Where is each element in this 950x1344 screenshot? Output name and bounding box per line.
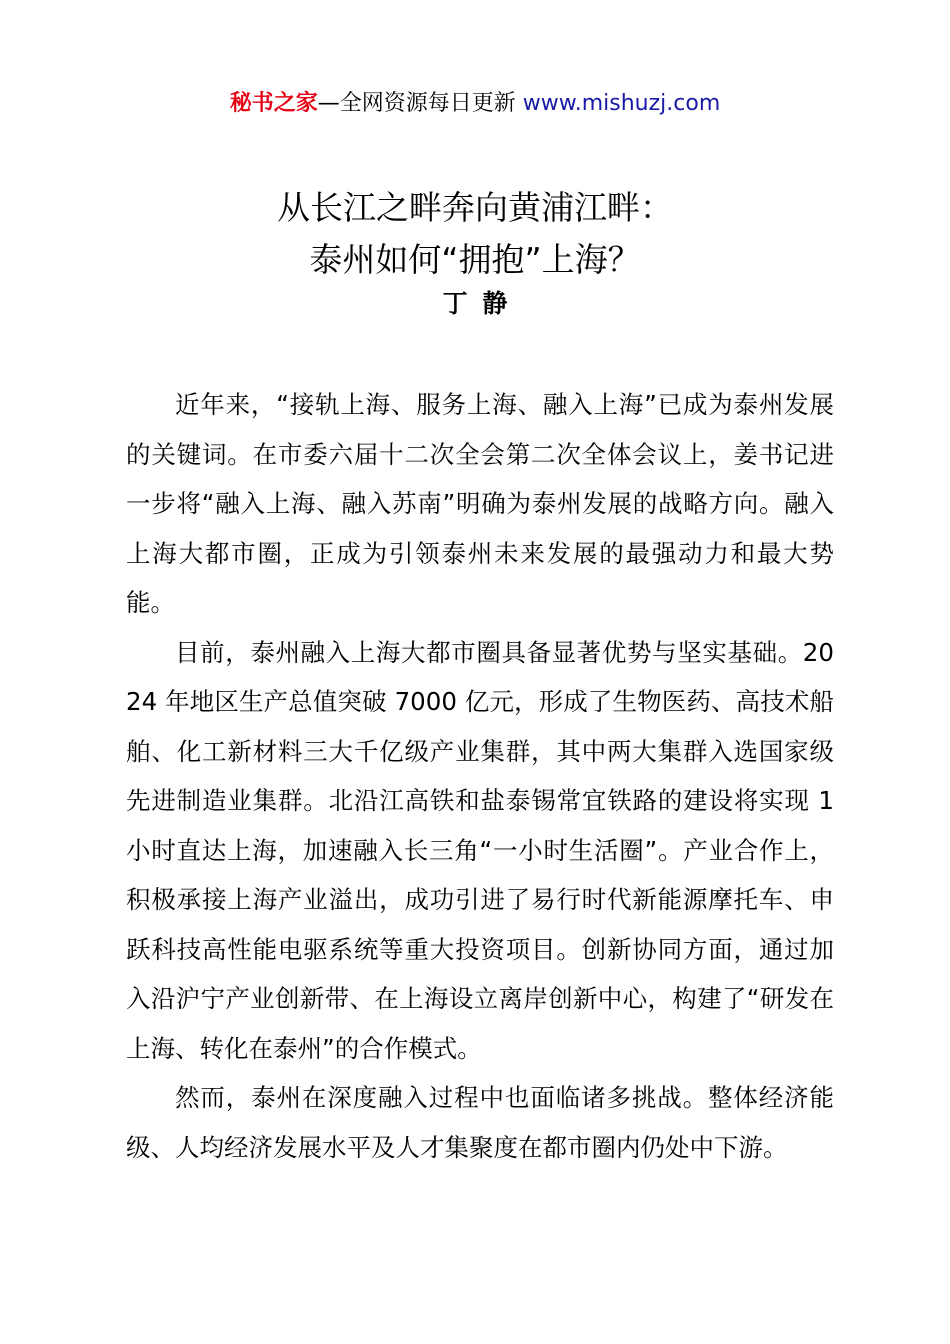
title-line-1: 从长江之畔奔向黄浦江畔：: [277, 188, 673, 227]
article-body: [126, 380, 834, 1172]
paragraph: 然而，泰州在深度融入过程中也面临诸多挑战。整体经济能级、人均经济发展水平及人才集聚度在都市圈内仍处中下游。: [126, 1083, 834, 1162]
paragraph: 近年来，“接轨上海、服务上海、融入上海”已成为泰州发展的关键词。在市委六届十二次全会第二次全体会议上，姜书记进一步将“融入上海、融入苏南”明确为泰州发展的战略方向。融入上海大都市圈，正成为引领泰州未来发展的最强动力和最大势能。: [126, 390, 834, 617]
paragraph: 目前，泰州融入上海大都市圈具备显著优势与坚实基础。2024 年地区生产总值突破 7000 亿元，形成了生物医药、高技术船舶、化工新材料三大千亿级产业集群，其中两大集群入选国家级先进制造业集群。北沿江高铁和盐泰锡常宜铁路的建设将实现 1 小时直达上海，加速融入长三角“一小时生活圈”。产业合作上，积极承接上海产业溢出，成功引进了易行时代新能源摩托车、申跃科技高性能电驱系统等重大投资项目。创新协同方面，通过加入沿沪宁产业创新带、在上海设立离岸创新中心，构建了“研发在上海、转化在泰州”的合作模式。: [126, 637, 834, 1063]
site-brand: 秘书之家: [229, 91, 318, 116]
article-title: [0, 182, 950, 286]
site-tagline: —全网资源每日更新: [317, 91, 523, 116]
title-line-2: 泰州如何“拥抱”上海？: [309, 240, 641, 279]
site-header: [0, 88, 950, 120]
site-url-link[interactable]: www.mishuzj.com: [522, 91, 721, 116]
article-author: 丁 静: [442, 289, 508, 318]
